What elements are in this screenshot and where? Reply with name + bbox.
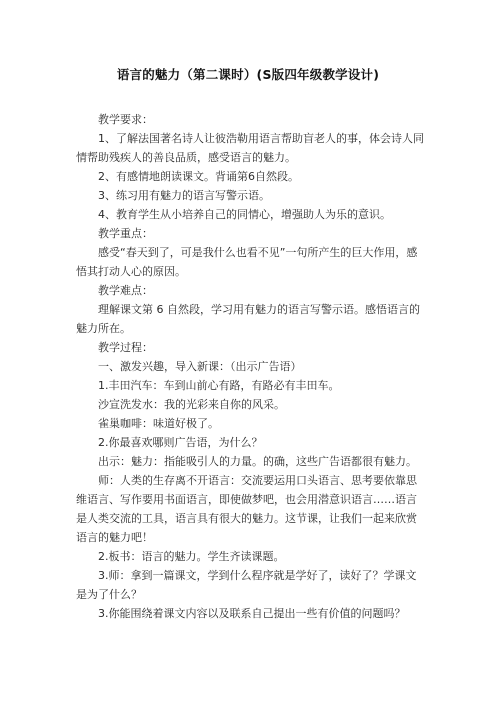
paragraph: 一、激发兴趣，导入新课：（出示广告语） — [98, 360, 302, 373]
paragraph: 教学要求： — [98, 113, 153, 126]
paragraph: 感受“春天到了，可是我什么也看不见”一句所产生的巨大作用，感悟其打动人心的原因。 — [76, 246, 418, 278]
paragraph: 师：人类的生存离不开语言：交流要运用口头语言、思考要依靠思维语言、写作要用书面语言，即使做梦吧，也会用潜意识语言……语言是人类交流的工具，语言具有很大的魅力。这节课，让我们一起来欣赏语言的魅力吧！ — [76, 474, 417, 544]
paragraph: 3.你能围绕着课文内容以及联系自己提出一些有价值的问题吗？ — [98, 607, 406, 620]
paragraph: 2.你最喜欢哪则广告语，为什么？ — [98, 436, 263, 449]
paragraph: 雀巢咖啡：味道好极了。 — [98, 417, 219, 430]
paragraph: 教学难点： — [98, 284, 153, 297]
paragraph: 2.板书：语言的魅力。学生齐读课题。 — [98, 550, 285, 563]
paragraph: 沙宣洗发水：我的光彩来自你的风采。 — [98, 398, 285, 411]
paragraph: 理解课文第 6 自然段，学习用有魅力的语言写警示语。感悟语言的魅力所在。 — [76, 303, 420, 335]
paragraph: 1、了解法国著名诗人让彼浩勒用语言帮助盲老人的事，体会诗人同情帮助残疾人的善良品质，感受语言的魅力。 — [76, 132, 424, 164]
paragraph: 1.丰田汽车：车到山前心有路，有路必有丰田车。 — [98, 379, 340, 392]
paragraph: 教学重点： — [98, 227, 153, 240]
paragraph: 3、练习用有魅力的语言写警示语。 — [98, 189, 270, 202]
paragraph: 2、有感情地朗读课文。背诵第6自然段。 — [98, 170, 299, 183]
paragraph: 教学过程： — [98, 341, 153, 354]
paragraph: 3.师：拿到一篇课文，学到什么程序就是学好了，读好了？学课文是为了什么？ — [76, 569, 417, 601]
paragraph: 4、教育学生从小培养自己的同情心，增强助人为乐的意识。 — [98, 208, 391, 221]
paragraph: 出示：魅力：指能吸引人的力量。的确，这些广告语都很有魅力。 — [98, 455, 417, 468]
document-body — [76, 110, 426, 623]
document-title: 语言的魅力（第二课时）(S版四年级教学设计) — [116, 67, 380, 82]
